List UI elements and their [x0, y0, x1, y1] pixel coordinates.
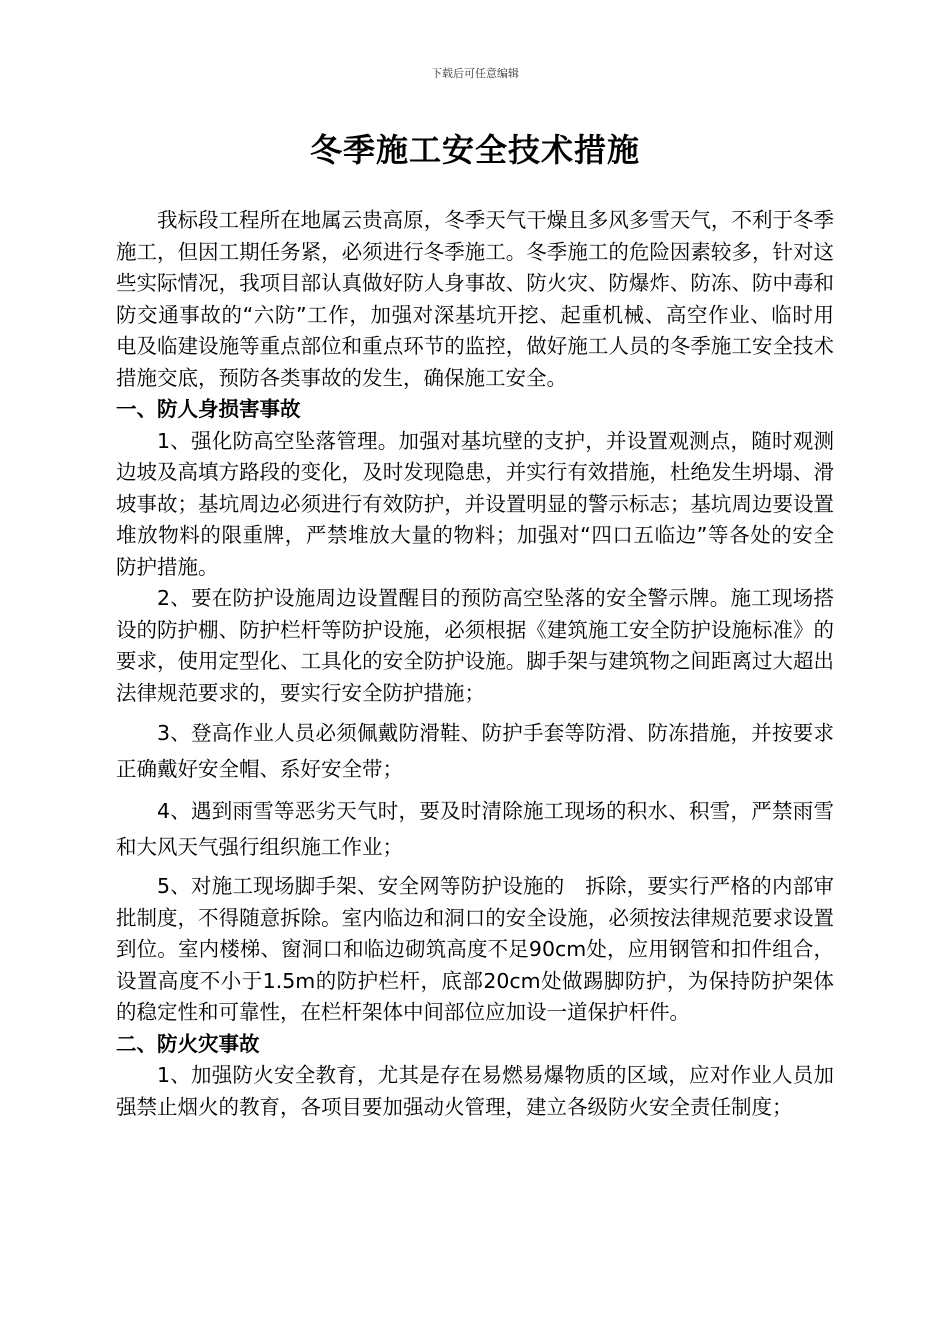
section1-item-2: 2、要在防护设施周边设置醒目的预防高空坠落的安全警示牌。施工现场搭设的防护棚、防护栏杆等防护设施，必须根据《建筑施工安全防护设施标准》的要求，使用定型化、工具化的安全防护设施。脚手架与建筑物之间距离过大超出法律规范要求的，要实行安全防护措施； — [116, 586, 834, 705]
section1-item-3: 3、登高作业人员必须佩戴防滑鞋、防护手套等防滑、防冻措施，并按要求正确戴好安全帽、系好安全带； — [116, 721, 834, 781]
section1-item-4: 4、遇到雨雪等恶劣天气时，要及时清除施工现场的积水、积雪，严禁雨雪和大风天气强行组织施工作业； — [116, 799, 834, 859]
section-heading-1: 一、防人身损害事故 — [116, 397, 301, 421]
section2-item-1: 1、加强防火安全教育，尤其是存在易燃易爆物质的区域，应对作业人员加强禁止烟火的教育，各项目要加强动火管理，建立各级防火安全责任制度； — [116, 1063, 834, 1119]
intro-paragraph: 我标段工程所在地属云贵高原，冬季天气干燥且多风多雪天气，不利于冬季施工，但因工期任务紧，必须进行冬季施工。冬季施工的危险因素较多，针对这些实际情况，我项目部认真做好防人身事故、防火灾、防爆炸、防冻、防中毒和防交通事故的“六防”工作，加强对深基坑开挖、起重机械、高空作业、临时用电及临建设施等重点部位和重点环节的监控，做好施工人员的冬季施工安全技术措施交底，预防各类事故的发生，确保施工安全。 — [116, 208, 834, 390]
section1-item-1: 1、强化防高空坠落管理。加强对基坑壁的支护，并设置观测点，随时观测边坡及高填方路段的变化，及时发现隐患，并实行有效措施，杜绝发生坍塌、滑坡事故；基坑周边必须进行有效防护，并设置明显的警示标志；基坑周边要设置堆放物料的限重牌，严禁堆放大量的物料；加强对“四口五临边”等各处的安全防护措施。 — [116, 428, 834, 579]
section-heading-2: 二、防火灾事故 — [116, 1031, 260, 1056]
document-body — [116, 205, 834, 1123]
header-note: 下载后可任意编辑 — [431, 67, 519, 80]
section1-item-5: 5、对施工现场脚手架、安全网等防护设施的 拆除，要实行严格的内部审批制度，不得随意拆除。室内临边和洞口的安全设施，必须按法律规范要求设置到位。室内楼梯、窗洞口和临边砌筑高度不足90cm处，应用钢管和扣件组合，设置高度不小于1.5m的防护栏杆，底部20cm处做踢脚防护，为保持防护架体的稳定性和可靠性，在栏杆架体中间部位应加设一道保护杆件。 — [116, 874, 834, 1024]
page-title: 冬季施工安全技术措施 — [309, 131, 640, 169]
